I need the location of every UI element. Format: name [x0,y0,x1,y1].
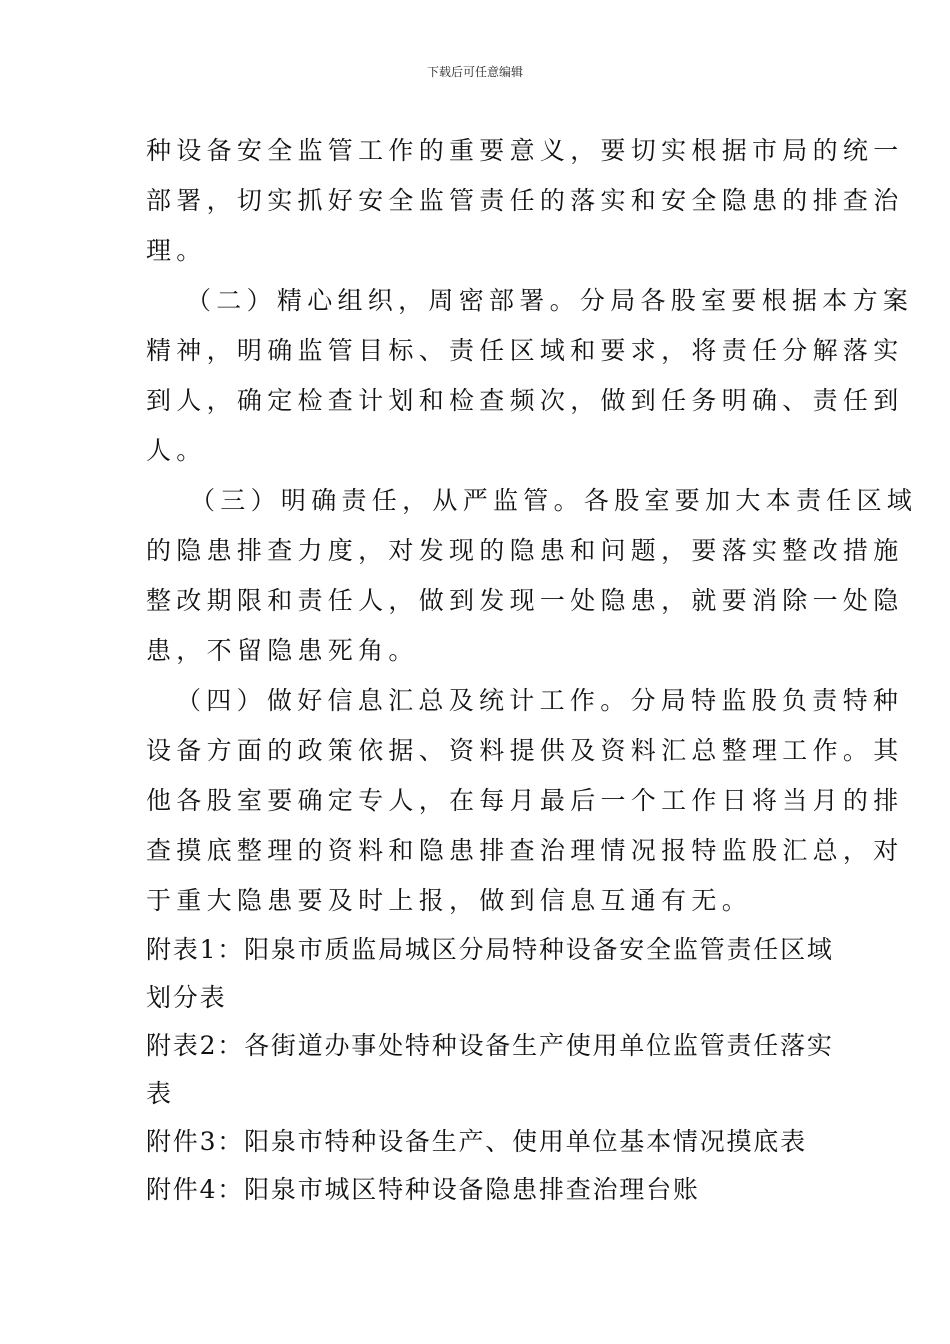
text-line: 部署，切实抓好安全监管责任的落实和安全隐患的排查治 [146,186,904,215]
text-line: 整改期限和责任人，做到发现一处隐患，就要消除一处隐 [146,586,904,615]
text-line: 种设备安全监管工作的重要意义，要切实根据市局的统一 [146,136,904,165]
text-line: 人。 [146,436,207,465]
text-line: 于重大隐患要及时上报，做到信息互通有无。 [146,886,753,915]
attachment-1 [146,926,834,1022]
text-line: 附表1：阳泉市质监局城区分局特种设备安全监管责任区域 [146,935,834,964]
text-line: 划分表 [146,983,227,1012]
text-line: （二）精心组织，周密部署。分局各股室要根据本方案 [186,286,914,315]
paragraph-section-4 [146,676,904,926]
attachment-2 [146,1022,834,1118]
text-line: 附件3：阳泉市特种设备生产、使用单位基本情况摸底表 [146,1127,807,1156]
text-line: 理。 [146,236,207,265]
text-line: 设备方面的政策依据、资料提供及资料汇总整理工作。其 [146,736,904,765]
text-line: 患，不留隐患死角。 [146,636,419,665]
document-body [146,126,918,1214]
attachment-3 [146,1118,810,1166]
text-line: 他各股室要确定专人，在每月最后一个工作日将当月的排 [146,786,904,815]
paragraph-section-3 [146,476,918,676]
text-line: 附表2：各街道办事处特种设备生产使用单位监管责任落实 [146,1031,834,1060]
page-header-note: 下载后可任意编辑 [426,65,523,79]
text-line: （四）做好信息汇总及统计工作。分局特监股负责特种 [176,686,904,715]
text-line: 到人，确定检查计划和检查频次，做到任务明确、责任到 [146,386,904,415]
attachment-4 [146,1166,810,1214]
text-line: 精神，明确监管目标、责任区域和要求，将责任分解落实 [146,336,904,365]
text-line: 附件4：阳泉市城区特种设备隐患排查治理台账 [146,1175,700,1204]
text-line: （三）明确责任，从严监管。各股室要加大本责任区域 [190,486,918,515]
text-line: 的隐患排查力度，对发现的隐患和问题，要落实整改措施 [146,536,904,565]
paragraph-importance [146,126,904,276]
text-line: 查摸底整理的资料和隐患排查治理情况报特监股汇总，对 [146,836,904,865]
text-line: 表 [146,1079,173,1108]
paragraph-section-2 [146,276,914,476]
